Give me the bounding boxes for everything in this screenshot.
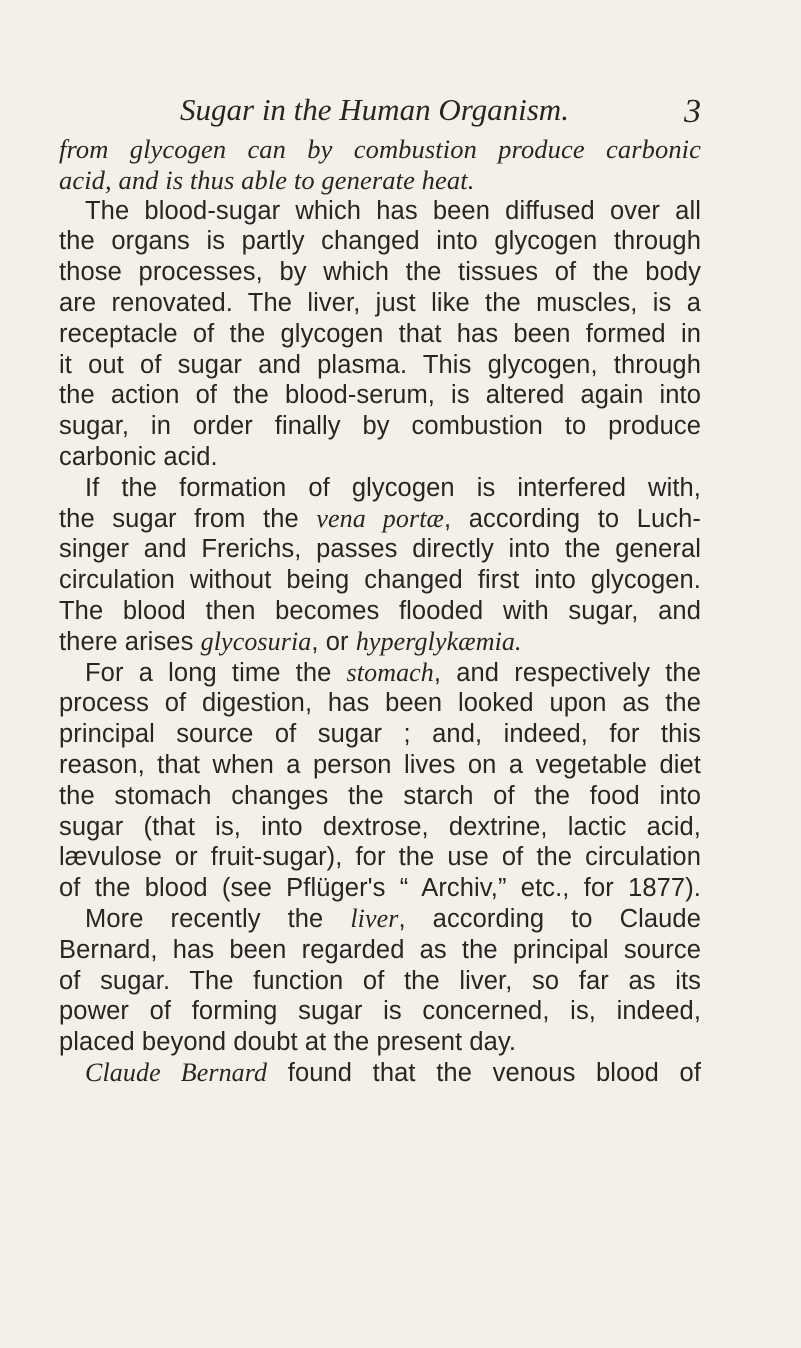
text-line	[59, 411, 701, 442]
text-segment: If the formation of glycogen is interfered with,	[85, 473, 701, 502]
text-line	[59, 781, 701, 812]
text-line	[59, 534, 701, 565]
text-segment: reason, that when a person lives on a vegetable diet	[59, 750, 701, 779]
text-line	[59, 966, 701, 997]
text-line	[59, 935, 701, 966]
text-segment: of sugar. The function of the liver, so far as its	[59, 966, 701, 995]
text-segment: receptacle of the glycogen that has been formed in	[59, 319, 701, 348]
text-line	[59, 319, 701, 350]
italic-text: acid, and is thus able to generate heat.	[59, 164, 475, 195]
text-segment: are renovated. The liver, just like the muscles, is a	[59, 288, 701, 317]
italic-text: stomach	[346, 657, 434, 687]
text-segment: sugar, in order finally by combustion to produce	[59, 412, 701, 441]
italic-text: liver	[350, 903, 399, 933]
text-segment: the stomach changes the starch of the food into	[59, 781, 701, 810]
text-line	[59, 658, 701, 689]
text-segment: the action of the blood-serum, is altered again into	[59, 381, 701, 410]
italic-text: from glycogen can by combustion produce carbonic	[59, 134, 701, 164]
italic-text: vena portæ	[316, 503, 444, 533]
text-segment: carbonic acid.	[59, 442, 218, 471]
text-segment: the sugar from the	[59, 504, 317, 533]
text-line	[59, 350, 701, 381]
page-header	[0, 92, 801, 128]
text-segment: lævulose or fruit-sugar), for the use of the circulation	[59, 843, 701, 872]
running-head: Sugar in the Human Organism.	[180, 92, 569, 127]
text-segment: there arises	[59, 627, 201, 656]
text-segment: the organs is partly changed into glycogen through	[59, 227, 701, 256]
italic-text: hyperglykæmia.	[355, 626, 522, 656]
text-segment: placed beyond doubt at the present day.	[59, 1028, 517, 1057]
text-line	[59, 257, 701, 288]
italic-text: Claude Bernard	[85, 1057, 268, 1087]
text-line	[59, 565, 701, 596]
text-line	[59, 719, 701, 750]
text-segment: found that the venous blood of	[267, 1058, 702, 1087]
text-line	[59, 596, 701, 627]
text-line	[59, 1058, 701, 1089]
text-line	[59, 380, 701, 411]
text-line	[59, 688, 701, 719]
page-number: 3	[684, 93, 701, 130]
text-line	[59, 1027, 701, 1058]
text-line	[59, 165, 701, 196]
text-segment: Bernard, has been regarded as the principal source	[59, 935, 701, 964]
text-segment: it out of sugar and plasma. This glycogen, through	[59, 350, 701, 379]
italic-text: glycosuria	[200, 626, 312, 656]
text-line	[59, 750, 701, 781]
text-segment: , or	[311, 627, 356, 656]
text-segment: singer and Frerichs, passes directly into the general	[59, 535, 701, 564]
text-line	[59, 134, 701, 165]
text-line	[59, 196, 701, 227]
text-line	[59, 904, 701, 935]
body-text	[59, 134, 701, 1089]
text-segment: process of digestion, has been looked upon as the	[59, 689, 701, 718]
text-line	[59, 442, 701, 473]
text-line	[59, 812, 701, 843]
text-segment: principal source of sugar ; and, indeed, for this	[59, 720, 701, 749]
text-line	[59, 873, 701, 904]
text-segment: , according to Claude	[398, 904, 701, 933]
text-segment: The blood then becomes flooded with sugar, and	[59, 596, 701, 625]
text-line	[59, 288, 701, 319]
text-segment: , according to Luch-	[443, 504, 701, 533]
text-line	[59, 504, 701, 535]
text-segment: power of forming sugar is concerned, is, indeed,	[59, 997, 701, 1026]
text-segment: More recently the	[85, 904, 351, 933]
text-segment: sugar (that is, into dextrose, dextrine, lactic acid,	[59, 812, 701, 841]
text-segment: circulation without being changed first into glycogen.	[59, 566, 701, 595]
text-line	[59, 226, 701, 257]
text-segment: of the blood (see Pflüger's “ Archiv,” etc., for 1877).	[59, 874, 701, 903]
text-line	[59, 473, 701, 504]
text-segment: For a long time the	[85, 658, 347, 687]
text-segment: The blood-sugar which has been diffused over all	[85, 196, 701, 225]
text-line	[59, 996, 701, 1027]
text-segment: those processes, by which the tissues of the body	[59, 258, 701, 287]
text-segment: , and respectively the	[433, 658, 701, 687]
text-line	[59, 627, 701, 658]
text-line	[59, 842, 701, 873]
